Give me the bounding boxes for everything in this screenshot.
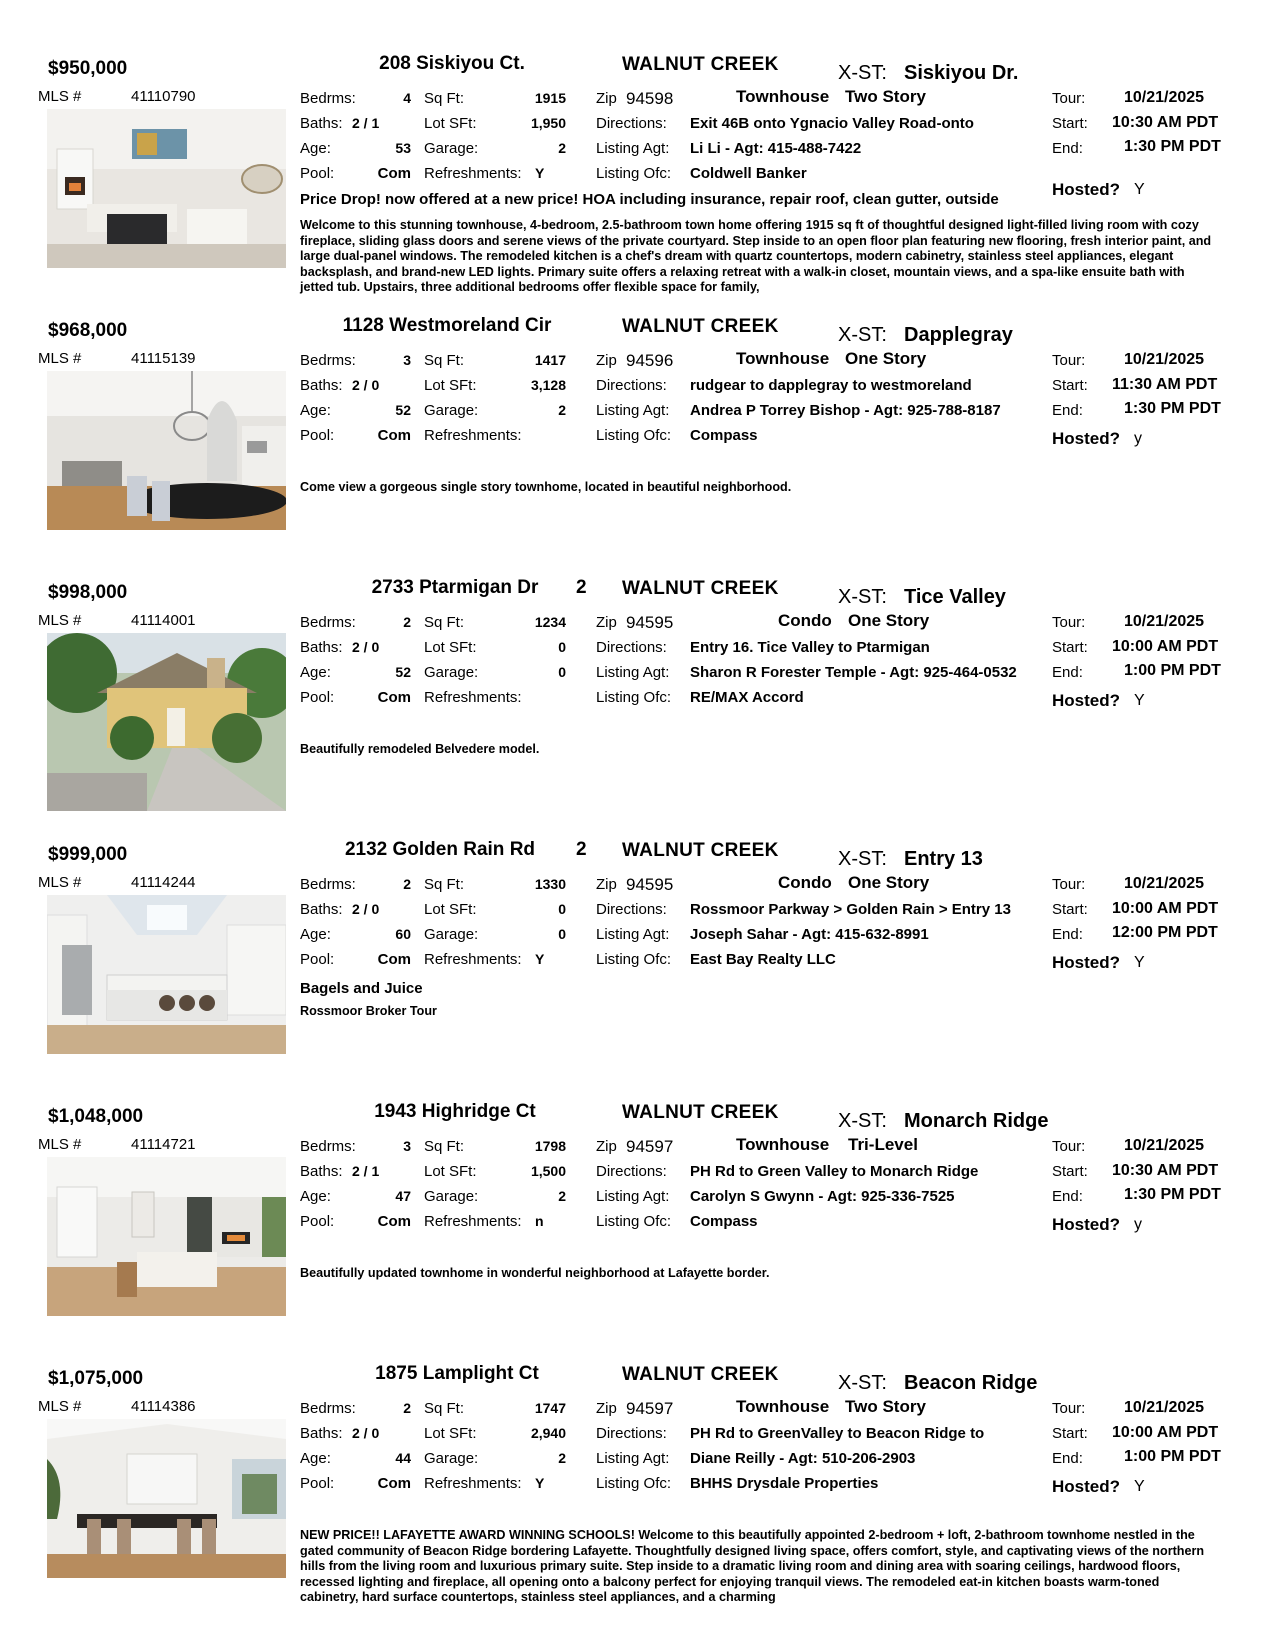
sqft-value: 1234 — [534, 614, 566, 630]
listing-photo[interactable] — [47, 633, 286, 811]
listing-office-value: RE/MAX Accord — [690, 689, 804, 706]
age-value: 52 — [395, 664, 411, 680]
listing-agent-label: Listing Agt: — [596, 140, 670, 157]
directions-value: PH Rd to GreenValley to Beacon Ridge to — [690, 1425, 985, 1442]
listing-office-value: Coldwell Banker — [690, 165, 807, 182]
garage-label: Garage: — [424, 664, 479, 681]
tour-date: 10/21/2025 — [1124, 613, 1205, 630]
refreshments-value: Y — [535, 951, 545, 967]
listing-city: WALNUT CREEK — [622, 1102, 779, 1123]
pool-value: Com — [377, 165, 411, 182]
listing-office-label: Listing Ofc: — [596, 689, 672, 706]
lot-sqft-value: 0 — [558, 639, 566, 655]
bedrooms-value: 4 — [403, 90, 411, 106]
mls-number: 41110790 — [131, 88, 196, 105]
cross-street-label: X-ST: — [838, 1110, 887, 1132]
end-label: End: — [1052, 1450, 1083, 1467]
pool-label: Pool: — [300, 689, 335, 706]
end-label: End: — [1052, 1188, 1083, 1205]
bedrooms-label: Bedrms: — [300, 90, 356, 107]
bedrooms-label: Bedrms: — [300, 614, 356, 631]
mls-label: MLS # — [38, 1136, 82, 1153]
zip-label: Zip — [596, 876, 617, 893]
baths-label: Baths: — [300, 1425, 343, 1442]
start-time: 10:00 AM PDT — [1112, 900, 1219, 917]
end-time: 1:00 PM PDT — [1124, 662, 1221, 679]
tour-label: Tour: — [1052, 1138, 1086, 1155]
listing-photo[interactable] — [47, 1419, 286, 1578]
hosted-value: Y — [1134, 692, 1145, 709]
bedrooms-label: Bedrms: — [300, 352, 356, 369]
mls-label: MLS # — [38, 88, 82, 105]
listing-agent-value[interactable]: Carolyn S Gwynn - Agt: 925-336-7525 — [690, 1188, 955, 1205]
refreshments-value: Y — [535, 1475, 545, 1491]
zip-label: Zip — [596, 614, 617, 631]
age-value: 47 — [395, 1188, 411, 1204]
listing-card — [0, 1358, 1275, 1620]
hosted-value: y — [1134, 1216, 1142, 1233]
lot-sqft-label: Lot SFt: — [424, 639, 477, 656]
age-value: 52 — [395, 402, 411, 418]
tour-label: Tour: — [1052, 90, 1086, 107]
directions-value: PH Rd to Green Valley to Monarch Ridge — [690, 1163, 979, 1180]
lot-sqft-label: Lot SFt: — [424, 115, 477, 132]
bedrooms-value: 3 — [403, 1138, 411, 1154]
zip-value: 94598 — [626, 89, 674, 108]
tour-label: Tour: — [1052, 876, 1086, 893]
listing-description: Beautifully updated townhome in wonderful neighborhood at Lafayette border. — [300, 1266, 770, 1280]
baths-label: Baths: — [300, 377, 343, 394]
hosted-label: Hosted? — [1052, 1215, 1120, 1234]
listing-note: Price Drop! now offered at a new price! HOA including insurance, repair roof, clean gutter, outside — [300, 191, 999, 208]
sqft-label: Sq Ft: — [424, 1138, 465, 1155]
cross-street-value: Tice Valley — [904, 586, 1006, 608]
baths-value: 2 / 0 — [352, 377, 380, 393]
lot-sqft-label: Lot SFt: — [424, 1163, 477, 1180]
baths-value: 2 / 1 — [352, 115, 380, 131]
directions-value: rudgear to dapplegray to westmoreland — [690, 377, 972, 394]
listing-office-label: Listing Ofc: — [596, 165, 672, 182]
listing-city: WALNUT CREEK — [622, 54, 779, 75]
start-label: Start: — [1052, 377, 1088, 394]
start-label: Start: — [1052, 1425, 1088, 1442]
listing-city: WALNUT CREEK — [622, 840, 779, 861]
hosted-value: y — [1134, 430, 1142, 447]
property-style: One Story — [848, 873, 930, 892]
cross-street-value: Siskiyou Dr. — [904, 62, 1019, 84]
hosted-value: Y — [1134, 954, 1145, 971]
baths-label: Baths: — [300, 901, 343, 918]
listing-description: Beautifully remodeled Belvedere model. — [300, 742, 540, 756]
cross-street-value: Beacon Ridge — [904, 1372, 1038, 1394]
start-time: 10:30 AM PDT — [1112, 1162, 1219, 1179]
property-style: Two Story — [845, 1397, 926, 1416]
pool-label: Pool: — [300, 427, 335, 444]
mls-number: 41114001 — [131, 612, 196, 629]
directions-label: Directions: — [596, 115, 667, 132]
lot-sqft-label: Lot SFt: — [424, 377, 477, 394]
directions-label: Directions: — [596, 639, 667, 656]
directions-label: Directions: — [596, 1425, 667, 1442]
garage-value: 2 — [558, 140, 566, 156]
zip-value: 94595 — [626, 613, 674, 632]
refreshments-label: Refreshments: — [424, 951, 522, 968]
end-label: End: — [1052, 664, 1083, 681]
listing-description: NEW PRICE!! LAFAYETTE AWARD WINNING SCHOOLS! Welcome to this beautifully appointed 2-bedroom + loft, 2-bathroom townhome nestled in the gated community of Beacon Ridge bordering Lafayette. Thoughtfully designed living space, offers comfort, style, and captivating views of the northern hills from the living room and luxurious primary suite. Step inside to a dramatic living room and dining area with soaring ceilings, hardwood floors, recessed lighting and fireplace, all opening onto a balcony perfect for enjoying tranquil views. The remodeled eat-in kitchen boasts warm-toned cabinetry, hard surface countertops, stainless steel appliances, and a charming — [300, 1528, 1205, 1604]
kitchen-photo — [47, 895, 286, 1054]
zip-label: Zip — [596, 352, 617, 369]
baths-label: Baths: — [300, 115, 343, 132]
sqft-value: 1417 — [534, 352, 566, 368]
bedrooms-value: 2 — [403, 1400, 411, 1416]
garage-label: Garage: — [424, 140, 479, 157]
listing-address: 208 Siskiyou Ct. — [379, 53, 525, 74]
sqft-label: Sq Ft: — [424, 90, 465, 107]
lot-sqft-value: 0 — [558, 901, 566, 917]
hosted-label: Hosted? — [1052, 1477, 1120, 1496]
garage-value: 2 — [558, 1188, 566, 1204]
cross-street-label: X-ST: — [838, 324, 887, 346]
hosted-label: Hosted? — [1052, 429, 1120, 448]
listing-agent-value[interactable]: Sharon R Forester Temple - Agt: 925-464-0532 — [690, 664, 1017, 681]
start-time: 10:30 AM PDT — [1112, 114, 1219, 131]
sqft-label: Sq Ft: — [424, 352, 465, 369]
listing-unit: 2 — [576, 839, 587, 860]
property-type: Townhouse — [736, 349, 830, 368]
bedrooms-label: Bedrms: — [300, 1400, 356, 1417]
property-style: Tri-Level — [848, 1135, 918, 1154]
property-type: Condo — [778, 611, 832, 630]
baths-label: Baths: — [300, 639, 343, 656]
start-label: Start: — [1052, 901, 1088, 918]
listing-address: 1128 Westmoreland Cir — [342, 315, 552, 336]
bedrooms-value: 2 — [403, 614, 411, 630]
dining-room-photo — [47, 371, 286, 530]
directions-value: Exit 46B onto Ygnacio Valley Road-onto — [690, 115, 974, 132]
mls-number: 41114721 — [131, 1136, 196, 1153]
mls-label: MLS # — [38, 1398, 82, 1415]
hosted-label: Hosted? — [1052, 180, 1120, 199]
property-type: Condo — [778, 873, 832, 892]
lot-sqft-label: Lot SFt: — [424, 1425, 477, 1442]
pool-value: Com — [377, 1475, 411, 1492]
lot-sqft-value: 1,950 — [530, 115, 566, 131]
garage-value: 0 — [558, 664, 566, 680]
lot-sqft-value: 3,128 — [530, 377, 566, 393]
start-time: 10:00 AM PDT — [1112, 638, 1219, 655]
refreshments-value: Y — [535, 165, 545, 181]
pool-value: Com — [377, 951, 411, 968]
tour-date: 10/21/2025 — [1124, 351, 1205, 368]
directions-label: Directions: — [596, 901, 667, 918]
sqft-value: 1798 — [534, 1138, 566, 1154]
listing-price: $999,000 — [48, 844, 128, 865]
hosted-label: Hosted? — [1052, 953, 1120, 972]
refreshments-label: Refreshments: — [424, 427, 522, 444]
garage-value: 0 — [558, 926, 566, 942]
sqft-label: Sq Ft: — [424, 876, 465, 893]
start-label: Start: — [1052, 115, 1088, 132]
garage-label: Garage: — [424, 402, 479, 419]
zip-value: 94597 — [626, 1399, 674, 1418]
baths-value: 2 / 0 — [352, 639, 380, 655]
directions-value: Entry 16. Tice Valley to Ptarmigan — [690, 639, 930, 656]
listing-city: WALNUT CREEK — [622, 316, 779, 337]
house-exterior-photo — [47, 633, 286, 811]
cross-street-value: Entry 13 — [904, 848, 983, 870]
baths-value: 2 / 0 — [352, 901, 380, 917]
tour-date: 10/21/2025 — [1124, 89, 1205, 106]
pool-value: Com — [377, 1213, 411, 1230]
property-style: One Story — [845, 349, 927, 368]
lot-sqft-value: 1,500 — [530, 1163, 566, 1179]
sqft-value: 1747 — [534, 1400, 566, 1416]
listing-agent-label: Listing Agt: — [596, 926, 670, 943]
garage-value: 2 — [558, 402, 566, 418]
listing-office-value: Compass — [690, 427, 758, 444]
listing-address: 2733 Ptarmigan Dr — [371, 577, 539, 598]
garage-value: 2 — [558, 1450, 566, 1466]
listing-price: $950,000 — [48, 58, 128, 79]
refreshments-label: Refreshments: — [424, 1213, 522, 1230]
listing-office-label: Listing Ofc: — [596, 1213, 672, 1230]
property-type: Townhouse — [736, 1397, 830, 1416]
start-time: 11:30 AM PDT — [1112, 376, 1218, 393]
tour-label: Tour: — [1052, 352, 1086, 369]
listing-office-value: Compass — [690, 1213, 758, 1230]
listing-office-label: Listing Ofc: — [596, 1475, 672, 1492]
listing-address: 1943 Highridge Ct — [374, 1101, 536, 1122]
cross-street-value: Dapplegray — [904, 324, 1013, 346]
zip-value: 94597 — [626, 1137, 674, 1156]
listing-card — [0, 1096, 1275, 1344]
mls-label: MLS # — [38, 612, 82, 629]
mls-label: MLS # — [38, 350, 82, 367]
dining-area-photo — [47, 1419, 286, 1578]
pool-label: Pool: — [300, 165, 335, 182]
pool-label: Pool: — [300, 1475, 335, 1492]
listing-description: Rossmoor Broker Tour — [300, 1004, 437, 1018]
lot-sqft-value: 2,940 — [530, 1425, 566, 1441]
start-label: Start: — [1052, 1163, 1088, 1180]
bedrooms-value: 2 — [403, 876, 411, 892]
baths-value: 2 / 1 — [352, 1163, 380, 1179]
tour-date: 10/21/2025 — [1124, 875, 1205, 892]
refreshments-value: n — [535, 1213, 544, 1229]
listing-price: $998,000 — [48, 582, 128, 603]
pool-label: Pool: — [300, 951, 335, 968]
lot-sqft-label: Lot SFt: — [424, 901, 477, 918]
listing-address: 1875 Lamplight Ct — [375, 1363, 539, 1384]
listing-unit: 2 — [576, 577, 587, 598]
refreshments-note: Bagels and Juice — [300, 980, 423, 997]
start-label: Start: — [1052, 639, 1088, 656]
zip-value: 94595 — [626, 875, 674, 894]
listing-photo[interactable] — [47, 1157, 286, 1316]
listing-photo[interactable] — [47, 895, 286, 1054]
directions-value: Rossmoor Parkway > Golden Rain > Entry 13 — [690, 901, 1011, 918]
hosted-value: Y — [1134, 1478, 1145, 1495]
pool-value: Com — [377, 427, 411, 444]
property-style: Two Story — [845, 87, 926, 106]
pool-label: Pool: — [300, 1213, 335, 1230]
hosted-label: Hosted? — [1052, 691, 1120, 710]
refreshments-label: Refreshments: — [424, 1475, 522, 1492]
listing-agent-value[interactable]: Joseph Sahar - Agt: 415-632-8991 — [690, 926, 929, 943]
age-label: Age: — [300, 402, 331, 419]
mls-label: MLS # — [38, 874, 82, 891]
sqft-value: 1915 — [534, 90, 566, 106]
sqft-value: 1330 — [534, 876, 566, 892]
end-label: End: — [1052, 926, 1083, 943]
listing-card — [0, 48, 1275, 296]
listing-price: $1,048,000 — [48, 1106, 144, 1127]
cross-street-label: X-ST: — [838, 62, 887, 84]
property-type: Townhouse — [736, 1135, 830, 1154]
age-label: Age: — [300, 140, 331, 157]
tour-label: Tour: — [1052, 614, 1086, 631]
listing-office-value: East Bay Realty LLC — [690, 951, 836, 968]
listing-office-label: Listing Ofc: — [596, 427, 672, 444]
cross-street-label: X-ST: — [838, 848, 887, 870]
directions-label: Directions: — [596, 377, 667, 394]
cross-street-label: X-ST: — [838, 586, 887, 608]
listing-city: WALNUT CREEK — [622, 578, 779, 599]
listing-price: $968,000 — [48, 320, 128, 341]
end-time: 1:30 PM PDT — [1124, 1186, 1221, 1203]
listing-address: 2132 Golden Rain Rd — [344, 839, 536, 860]
tour-label: Tour: — [1052, 1400, 1086, 1417]
sqft-label: Sq Ft: — [424, 614, 465, 631]
end-label: End: — [1052, 140, 1083, 157]
listing-description: Come view a gorgeous single story townhome, located in beautiful neighborhood. — [300, 480, 792, 494]
listing-description: Welcome to this stunning townhouse, 4-bedroom, 2.5-bathroom town home offering 1915 sq ft of thoughtful designed light-filled living room with cozy fireplace, sliding glass doors and serene views of the private courtyard. Step inside to an open floor plan featuring new flooring, fresh interior paint, and large dual-panel windows. The remodeled kitchen is a chef's dream with quartz countertops, modern cabinetry, stainless steel appliances, elegant backsplash, and brand-new LED lights. Primary suite offers a relaxing retreat with a walk-in closet, mountain views, and a spa-like ensuite bath with jetted tub. Upstairs, three additional bedrooms offer flexible space for family, — [300, 218, 1212, 294]
age-value: 44 — [395, 1450, 411, 1466]
baths-value: 2 / 0 — [352, 1425, 380, 1441]
cross-street-label: X-ST: — [838, 1372, 887, 1394]
listing-city: WALNUT CREEK — [622, 1364, 779, 1385]
directions-label: Directions: — [596, 1163, 667, 1180]
age-label: Age: — [300, 1188, 331, 1205]
end-time: 1:30 PM PDT — [1124, 138, 1221, 155]
age-label: Age: — [300, 926, 331, 943]
garage-label: Garage: — [424, 926, 479, 943]
bedrooms-label: Bedrms: — [300, 876, 356, 893]
bedrooms-label: Bedrms: — [300, 1138, 356, 1155]
zip-label: Zip — [596, 1400, 617, 1417]
mls-number: 41115139 — [131, 350, 196, 367]
living-room-photo — [47, 109, 286, 268]
tour-date: 10/21/2025 — [1124, 1399, 1205, 1416]
great-room-photo — [47, 1157, 286, 1316]
listing-card — [0, 834, 1275, 1082]
listing-agent-label: Listing Agt: — [596, 1188, 670, 1205]
listing-office-value: BHHS Drysdale Properties — [690, 1475, 879, 1492]
listing-photo[interactable] — [47, 371, 286, 530]
tour-date: 10/21/2025 — [1124, 1137, 1205, 1154]
listing-card — [0, 572, 1275, 820]
pool-value: Com — [377, 689, 411, 706]
sqft-label: Sq Ft: — [424, 1400, 465, 1417]
start-time: 10:00 AM PDT — [1112, 1424, 1219, 1441]
age-value: 53 — [395, 140, 411, 156]
listing-agent-label: Listing Agt: — [596, 1450, 670, 1467]
mls-number: 41114386 — [131, 1398, 196, 1415]
age-label: Age: — [300, 1450, 331, 1467]
listing-agent-label: Listing Agt: — [596, 402, 670, 419]
hosted-value: Y — [1134, 181, 1145, 198]
end-label: End: — [1052, 402, 1083, 419]
end-time: 1:30 PM PDT — [1124, 400, 1221, 417]
listing-price: $1,075,000 — [48, 1368, 144, 1389]
end-time: 12:00 PM PDT — [1112, 924, 1218, 941]
garage-label: Garage: — [424, 1188, 479, 1205]
listing-agent-value[interactable]: Andrea P Torrey Bishop - Agt: 925-788-8187 — [690, 402, 1001, 419]
refreshments-label: Refreshments: — [424, 689, 522, 706]
listing-agent-value[interactable]: Li Li - Agt: 415-488-7422 — [690, 140, 862, 157]
end-time: 1:00 PM PDT — [1124, 1448, 1221, 1465]
cross-street-value: Monarch Ridge — [904, 1110, 1049, 1132]
listing-agent-value[interactable]: Diane Reilly - Agt: 510-206-2903 — [690, 1450, 916, 1467]
zip-value: 94596 — [626, 351, 674, 370]
listing-agent-label: Listing Agt: — [596, 664, 670, 681]
zip-label: Zip — [596, 1138, 617, 1155]
listing-office-label: Listing Ofc: — [596, 951, 672, 968]
bedrooms-value: 3 — [403, 352, 411, 368]
garage-label: Garage: — [424, 1450, 479, 1467]
listing-card — [0, 310, 1275, 558]
age-label: Age: — [300, 664, 331, 681]
baths-label: Baths: — [300, 1163, 343, 1180]
age-value: 60 — [395, 926, 411, 942]
mls-number: 41114244 — [131, 874, 196, 891]
zip-label: Zip — [596, 90, 617, 107]
refreshments-label: Refreshments: — [424, 165, 522, 182]
property-style: One Story — [848, 611, 930, 630]
property-type: Townhouse — [736, 87, 830, 106]
listing-photo[interactable] — [47, 109, 286, 268]
